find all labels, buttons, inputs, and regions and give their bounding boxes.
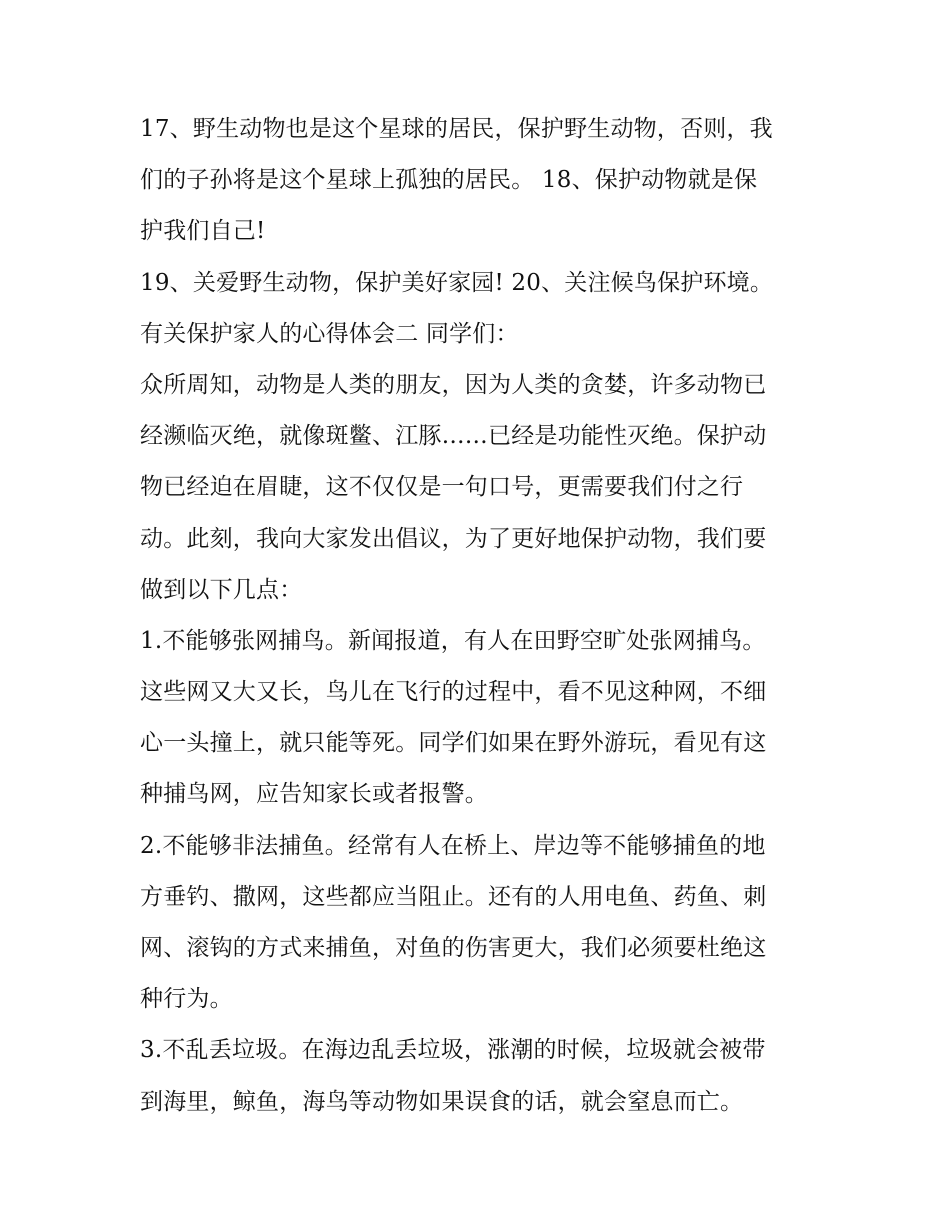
text-line: 众所周知，动物是人类的朋友，因为人类的贪婪，许多动物已 xyxy=(140,371,767,398)
text-line: 护我们自己! xyxy=(140,218,266,245)
list-item-line: 3.不乱丢垃圾。在海边乱丢垃圾，涨潮的时候，垃圾就会被带 xyxy=(140,1037,766,1064)
text-line: 方垂钓、撒网，这些都应当阻止。还有的人用电鱼、药鱼、刺 xyxy=(140,883,767,910)
text-line: 物已经迫在眉睫，这不仅仅是一句口号，更需要我们付之行 xyxy=(140,474,744,501)
document-body xyxy=(140,104,820,1128)
text-line: 19、关爱野生动物，保护美好家园! 20、关注候鸟保护环境。 xyxy=(140,269,774,296)
text-line: 动。此刻，我向大家发出倡议，为了更好地保护动物，我们要 xyxy=(140,525,767,552)
list-item-line: 1.不能够张网捕鸟。新闻报道，有人在田野空旷处张网捕鸟。 xyxy=(140,627,766,654)
text-line: 做到以下几点： xyxy=(140,576,303,603)
text-line: 网、滚钩的方式来捕鱼，对鱼的伤害更大，我们必须要杜绝这 xyxy=(140,935,767,961)
list-item-line: 2.不能够非法捕鱼。经常有人在桥上、岸边等不能够捕鱼的地 xyxy=(140,832,766,859)
text-line: 经濒临灭绝，就像斑鳖、江豚……已经是功能性灭绝。保护动 xyxy=(140,423,767,450)
text-line: 心一头撞上，就只能等死。同学们如果在野外游玩，看见有这 xyxy=(140,730,767,757)
text-line: 们的子孙将是这个星球上孤独的居民。 18、保护动物就是保 xyxy=(140,167,758,194)
text-line: 到海里，鲸鱼，海鸟等动物如果误食的话，就会窒息而亡。 xyxy=(140,1088,744,1115)
text-line: 种行为。 xyxy=(140,986,233,1013)
text-line: 17、野生动物也是这个星球的居民，保护野生动物，否则，我 xyxy=(140,116,773,142)
section-heading-line: 有关保护家人的心得体会二 同学们： xyxy=(140,320,519,347)
text-line: 这些网又大又长，鸟儿在飞行的过程中，看不见这种网，不细 xyxy=(140,679,767,706)
text-line: 种捕鸟网，应告知家长或者报警。 xyxy=(140,781,488,808)
